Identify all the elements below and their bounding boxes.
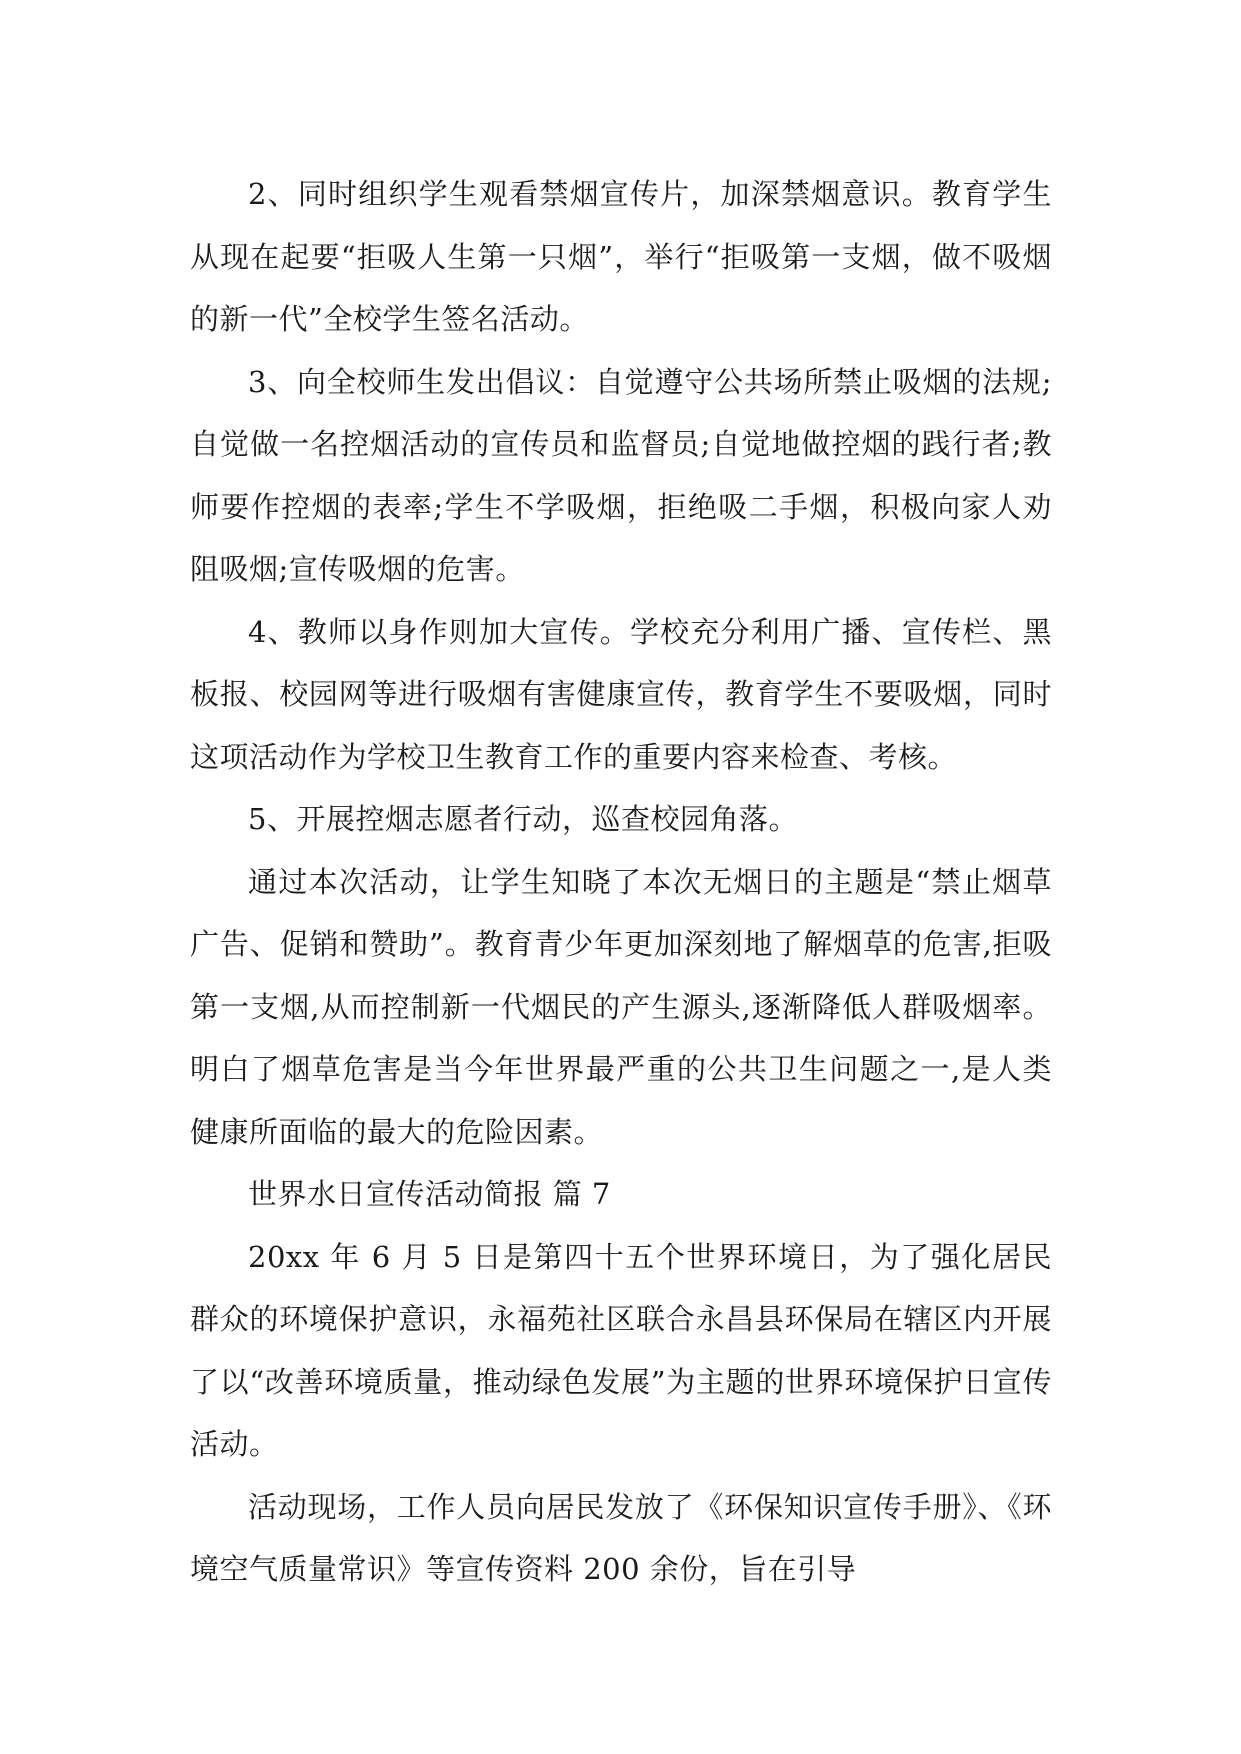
document-page — [190, 163, 1052, 1601]
paragraph-item-5: 5、开展控烟志愿者行动，巡查校园角落。 — [248, 802, 798, 836]
paragraph-item-2: 2、同时组织学生观看禁烟宣传片，加深禁烟意识。教育学生从现在起要“拒吸人生第一只烟”，举行“拒吸第一支烟，做不吸烟的新一代”全校学生签名活动。 — [190, 177, 1052, 336]
paragraph-item-3: 3、向全校师生发出倡议：自觉遵守公共场所禁止吸烟的法规;自觉做一名控烟活动的宣传员和监督员;自觉地做控烟的践行者;教师要作控烟的表率;学生不学吸烟，拒绝吸二手烟，积极向家人劝阻吸烟;宣传吸烟的危害。 — [190, 364, 1052, 586]
paragraph-intro: 20xx 年 6 月 5 日是第四十五个世界环境日，为了强化居民群众的环境保护意识，永福苑社区联合永昌县环保局在辖区内开展了以“改善环境质量，推动绿色发展”为主题的世界环境保护日宣传活动。 — [190, 1239, 1052, 1461]
paragraph-item-4: 4、教师以身作则加大宣传。学校充分利用广播、宣传栏、黑板报、校园网等进行吸烟有害健康宣传，教育学生不要吸烟，同时这项活动作为学校卫生教育工作的重要内容来检查、考核。 — [190, 614, 1052, 774]
paragraph-summary: 通过本次活动，让学生知晓了本次无烟日的主题是“禁止烟草广告、促销和赞助”。教育青少年更加深刻地了解烟草的危害,拒吸第一支烟,从而控制新一代烟民的产生源头,逐渐降低人群吸烟率。明白了烟草危害是当今年世界最严重的公共卫生问题之一,是人类健康所面临的最大的危险因素。 — [190, 864, 1052, 1149]
paragraph-activity: 活动现场，工作人员向居民发放了《环保知识宣传手册》、《环境空气质量常识》等宣传资料 200 余份，旨在引导 — [190, 1489, 1052, 1586]
section-heading: 世界水日宣传活动简报 篇 7 — [248, 1177, 611, 1211]
